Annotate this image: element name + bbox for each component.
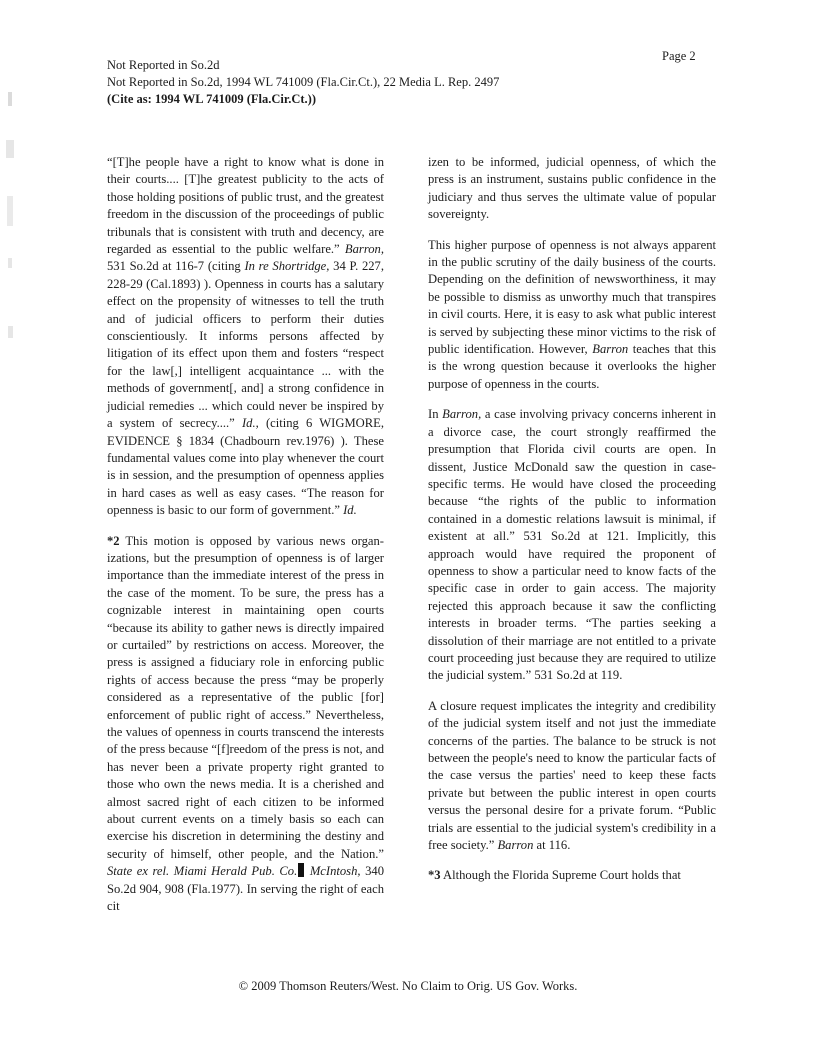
case-citation: McIntosh, (305, 864, 361, 879)
case-citation: Barron (497, 838, 534, 853)
paragraph (107, 154, 384, 520)
header-line-1: Not Reported in So.2d (107, 58, 220, 72)
scan-mark (8, 326, 13, 338)
citation-line: (Cite as: 1994 WL 741009 (Fla.Cir.Ct.)) (107, 92, 317, 106)
scan-mark (6, 140, 14, 158)
left-column (107, 154, 384, 915)
case-citation: In re Shortridge, (244, 259, 330, 274)
text-run: a case involving privacy concerns inherent in a divorce case, the court strongly reaffirmed the presumption that Florida civil courts are open. In dissent, Justice McDonald saw the question in case-specific terms. He would have closed the proceeding because “the rights of the public to information contained in a domestic relations lawsuit is minimal, if existent at all.” 531 So.2d at 121. Implicitly, this approach would have required the proponent of openness to show a particular need to know facts of the specific case in order to gain access. The majority rejected this approach because it saw the conflicting interests in broader terms. “The parties seeking a dissolution of their marriage are not entitled to a private court proceeding just because they are required to utilize the judicial system.” 531 So.2d at 119. (428, 407, 716, 683)
text-run: Although the Florida Supreme Court holds that (440, 868, 681, 883)
case-citation: Barron, (344, 242, 384, 257)
text-run: (citing 6 WIGMORE, EVIDENCE § 1834 (Chadbourn rev.1976) ). These fundamental values come into play whenever the court is in session, and the presumption of openness applies in hard cases as well as easy cases. “The reason for openness is basic to our form of government.” (107, 416, 384, 518)
right-column (428, 154, 716, 885)
scan-mark (8, 258, 12, 268)
page-number: Page 2 (662, 49, 696, 63)
text-run: This higher purpose of openness is not always apparent in the public scrutiny of the daily business of the courts. Depending on the definition of newsworthiness, it may be possible to dismiss as unworthy much that transpires in civil courts. Here, it is easy to ask what public interest is served by subjecting these minor victims to the risk of public identification. However, (428, 237, 716, 357)
paragraph (107, 533, 384, 916)
text-run: “[T]he people have a right to know what is done in their courts.... [T]he greatest publicity to the acts of those holding positions of public trust, and the greatest freedom in the discussion of the proceedings of public tribunals that is consistent with truth and decency, are regarded as essential to the public welfare.” (107, 155, 384, 257)
case-citation: Id. (343, 503, 357, 518)
text-run: 34 P. 227, 228-29 (Cal.1893) ). Openness in courts has a salutary effect on the propensity of witnesses to tell the truth and of judicial officers to perform their duties conscientiously. It informs persons affected by litigation of its effect upon them and fosters “respect for the law[,] intelligent acquaintance ... with the methods of government[, and] a strong confidence in judicial remedies ... which could never be inspired by a system of secrecy....” (107, 259, 384, 431)
case-citation: Barron, (442, 407, 482, 422)
text-run: 531 So.2d at 116-7 (citing (107, 259, 245, 274)
text-run: 340 So.2d 904, 908 (Fla.1977). In serving the right of each cit (107, 864, 384, 914)
redaction-mark (298, 863, 304, 877)
paragraph (428, 698, 716, 855)
paragraph: izen to be informed, judicial openness, of which the press is an instrument, sustains public confidence in the judiciary and thus serves the ultimate value of popular sovereignty. (428, 155, 716, 222)
paragraph (428, 867, 716, 884)
copyright-footer: © 2009 Thomson Reuters/West. No Claim to Orig. US Gov. Works. (238, 979, 578, 993)
text-run: In (428, 407, 443, 422)
star-page-marker: *3 (428, 868, 441, 883)
text-run: This motion is opposed by various news organizations, but the presumption of openness is of larger importance than the immediate interest of the press in the case of the moment. To be sure, the press has a cognizable interest in maintaining open courts “because its ability to gather news is directly impaired or curtailed” by restrictions on access. Moreover, the press is assigned a fiduciary role in enforcing public rights of access because the press “may be properly considered as a representative of the public [for] enforcement of public right of access.” Nevertheless, the values of openness in courts transcend the interests of the press because “[f]reedom of the press is not, and has never been a private property right granted to those who own the news media. It is a cherished and almost sacred right of each citizen to be informed about current events on a timely basis so each can exercise his discretion in determining the destiny and security of himself, other people, and the Nation.” (107, 533, 384, 861)
text-run: A closure request implicates the integrity and credibility of the judicial system itself and not just the immediate concerns of the parties. The balance to be struck is not between the people's need to know the particular facts of the case versus the parties' need to keep these facts private but between the public interest in open courts versus the personal desire for a private forum. “Public trials are essential to the judicial system's credibility in a free society.” (428, 698, 716, 853)
header-line-2: Not Reported in So.2d, 1994 WL 741009 (Fla.Cir.Ct.), 22 Media L. Rep. 2497 (107, 75, 500, 89)
scan-mark (8, 92, 12, 106)
scan-mark (7, 196, 13, 226)
case-citation: State ex rel. Miami Herald Pub. Co. (107, 864, 298, 879)
case-citation: Barron (592, 342, 629, 357)
text-run: at 116. (533, 838, 571, 853)
document-header (107, 57, 499, 108)
star-page-marker: *2 (107, 533, 120, 548)
paragraph (428, 237, 716, 394)
case-citation: Id., (241, 416, 259, 431)
paragraph (428, 406, 716, 685)
text-run: teaches that this is the wrong question because it overlooks the higher purpose of openness in the courts. (428, 342, 716, 391)
